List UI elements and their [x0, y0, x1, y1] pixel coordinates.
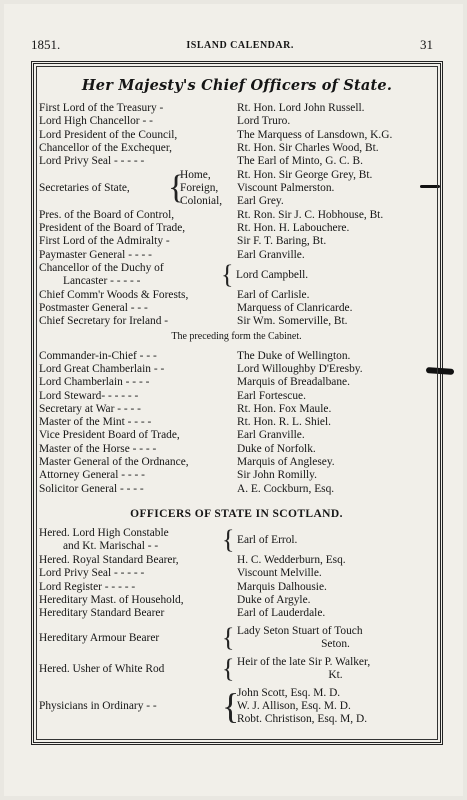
cabinet-note: The preceding form the Cabinet. — [171, 330, 302, 342]
office-title: Lord President of the Council, — [39, 128, 178, 141]
armour-value-line2: Seton. — [321, 637, 350, 650]
secretary-department: Colonial, — [180, 195, 223, 208]
officer-row — [39, 429, 434, 442]
officer-row — [39, 248, 434, 261]
scotland-officer-row — [39, 554, 434, 567]
officers-list — [39, 102, 434, 726]
office-title: Lord Register - - - - - — [39, 580, 136, 593]
brace-icon: { — [222, 525, 235, 555]
duchy-value: Lord Campbell. — [236, 269, 309, 282]
office-holder: H. C. Wedderburn, Esq. — [237, 553, 346, 566]
office-title: Chief Secretary for Ireland - — [39, 315, 169, 328]
office-title: Lord High Chancellor - - — [39, 115, 153, 128]
office-title: First Lord of the Admiralty - — [39, 235, 170, 248]
secretary-department: Foreign, — [180, 181, 219, 194]
officer-row — [39, 155, 434, 168]
running-title: ISLAND CALENDAR. — [186, 39, 294, 51]
brace-icon: { — [221, 260, 234, 290]
officer-row — [39, 350, 434, 363]
officer-row — [39, 142, 434, 155]
page-number: 31 — [420, 37, 433, 52]
office-holder: Earl of Lauderdale. — [237, 607, 326, 620]
office-holder: A. E. Cockburn, Esq. — [237, 482, 335, 495]
office-title: Master of the Horse - - - - — [39, 442, 157, 455]
office-title: Secretary at War - - - - — [39, 402, 141, 415]
office-title: Attorney General - - - - — [39, 469, 145, 482]
brace-icon: { — [222, 622, 235, 652]
secretaries-label: Secretaries of State, — [39, 181, 130, 194]
secretary-row — [180, 169, 434, 182]
usher-value-line2: Kt. — [328, 668, 343, 681]
office-holder: Rt. Hon. H. Labouchere. — [237, 221, 350, 234]
physician-name: John Scott, Esq. M. D. — [237, 686, 341, 699]
usher-value-line1: Heir of the late Sir P. Walker, — [237, 655, 371, 668]
office-title: Chancellor of the Exchequer, — [39, 142, 173, 155]
office-title: Hereditary Mast. of Household, — [39, 593, 184, 606]
armour-label: Hereditary Armour Bearer — [39, 631, 160, 644]
officer-row — [39, 102, 434, 115]
office-holder: The Marquess of Lansdown, K.G. — [237, 128, 393, 141]
office-holder: Earl Fortescue. — [237, 389, 306, 402]
office-title: President of the Board of Trade, — [39, 221, 186, 234]
officer-row — [39, 456, 434, 469]
office-title: Lord Great Chamberlain - - — [39, 363, 165, 375]
office-title: Postmaster General - - - — [39, 302, 148, 315]
physicians-group — [39, 686, 434, 726]
office-holder: Sir John Romilly. — [237, 469, 317, 482]
calendar-page — [4, 4, 463, 796]
office-holder: Lord Truro. — [237, 115, 291, 128]
office-title: Lord Chamberlain - - - - — [39, 376, 150, 389]
secretaries-group — [39, 168, 434, 208]
page-title: Her Majesty's Chief Officers of State. — [81, 77, 393, 94]
physicians-label: Physicians in Ordinary - - — [39, 700, 157, 713]
armour-value-line1: Lady Seton Stuart of Touch — [237, 624, 363, 637]
office-holder: Marquis of Anglesey. — [237, 456, 335, 469]
office-holder: Earl Grey. — [237, 195, 284, 208]
duchy-group — [39, 262, 434, 289]
office-holder: Viscount Palmerston. — [237, 181, 335, 194]
office-holder: Rt. Hon. Sir Charles Wood, Bt. — [237, 142, 379, 155]
duchy-label-line2: Lancaster - - - - - — [63, 275, 141, 288]
office-holder: Duke of Argyle. — [237, 593, 311, 606]
constable-label-line1: Hered. Lord High Constable — [39, 527, 169, 540]
office-title: Lord Privy Seal - - - - - — [39, 155, 145, 168]
office-holder: Sir F. T. Baring, Bt. — [237, 235, 327, 248]
office-title: Lord Steward- - - - - - — [39, 389, 139, 402]
office-holder: Rt. Ron. Sir J. C. Hobhouse, Bt. — [237, 208, 384, 221]
officer-row — [39, 222, 434, 235]
officer-row — [39, 483, 434, 496]
office-title: Commander-in-Chief - - - — [39, 349, 157, 362]
office-holder: Viscount Melville. — [237, 567, 322, 580]
officer-row — [39, 235, 434, 248]
scotland-officer-row — [39, 580, 434, 593]
content-frame — [31, 61, 443, 745]
physician-name: Robt. Christison, Esq. M, D. — [237, 712, 368, 725]
officer-row — [39, 315, 434, 328]
office-holder: The Earl of Minto, G. C. B. — [237, 155, 363, 168]
office-title: Vice President Board of Trade, — [39, 429, 180, 442]
office-title: Hered. Royal Standard Bearer, — [39, 553, 179, 566]
officer-row — [39, 363, 434, 376]
office-title: Hereditary Standard Bearer — [39, 607, 165, 620]
usher-group — [39, 655, 434, 682]
brace-icon: { — [222, 653, 235, 683]
office-holder: Rt. Hon. Fox Maule. — [237, 402, 332, 415]
brace-icon: { — [222, 686, 240, 727]
office-holder: Rt. Hon. Sir George Grey, Bt. — [237, 168, 373, 181]
officer-row — [39, 115, 434, 128]
office-title: First Lord of the Treasury - — [39, 102, 164, 115]
officer-row — [39, 443, 434, 456]
ink-mark — [420, 185, 440, 188]
scotland-officer-row — [39, 607, 434, 620]
office-holder: Duke of Norfolk. — [237, 442, 316, 455]
office-holder: Earl of Carlisle. — [237, 288, 310, 301]
office-title: Master of the Mint - - - - — [39, 416, 152, 429]
officer-row — [39, 416, 434, 429]
officer-row — [39, 469, 434, 482]
office-holder: Marquis of Breadalbane. — [237, 376, 350, 389]
officer-row — [39, 208, 434, 221]
constable-label-line2: and Kt. Marischal - - — [63, 540, 159, 553]
office-title: Solicitor General - - - - — [39, 482, 144, 495]
officer-row — [39, 376, 434, 389]
constable-value: Earl of Errol. — [237, 534, 298, 547]
duchy-label-line1: Chancellor of the Duchy of — [39, 262, 164, 275]
secretary-row — [180, 182, 434, 195]
office-holder: Sir Wm. Somerville, Bt. — [237, 315, 348, 328]
officer-row — [39, 289, 434, 302]
officer-row — [39, 389, 434, 402]
armour-group — [39, 624, 434, 651]
office-holder: Rt. Hon. R. L. Shiel. — [237, 416, 331, 429]
office-holder: Earl Granville. — [237, 429, 305, 442]
officer-row — [39, 129, 434, 142]
physician-name: W. J. Allison, Esq. M. D. — [237, 699, 351, 712]
officer-row — [39, 302, 434, 315]
office-holder: Rt. Hon. Lord John Russell. — [237, 102, 365, 115]
office-holder: Earl Granville. — [237, 248, 305, 261]
office-holder: Marquess of Clanricarde. — [237, 302, 353, 315]
officer-row — [39, 403, 434, 416]
year-label: 1851. — [31, 37, 61, 52]
office-holder: Lord Willoughby D'Eresby. — [237, 363, 363, 375]
constable-group — [39, 527, 434, 554]
office-title: Chief Comm'r Woods & Forests, — [39, 288, 189, 301]
office-holder: The Duke of Wellington. — [237, 349, 351, 362]
scotland-section-title: OFFICERS OF STATE IN SCOTLAND. — [130, 507, 343, 520]
page-header — [31, 34, 433, 56]
office-title: Master General of the Ordnance, — [39, 456, 189, 469]
office-holder: Marquis Dalhousie. — [237, 580, 327, 593]
usher-label: Hered. Usher of White Rod — [39, 662, 165, 675]
secretary-department: Home, — [180, 168, 211, 181]
office-title: Pres. of the Board of Control, — [39, 208, 175, 221]
brace-icon: { — [168, 169, 185, 207]
secretary-row — [180, 195, 434, 208]
scotland-officer-row — [39, 567, 434, 580]
scotland-officer-row — [39, 594, 434, 607]
office-title: Lord Privy Seal - - - - - — [39, 567, 145, 580]
office-title: Paymaster General - - - - — [39, 248, 152, 261]
